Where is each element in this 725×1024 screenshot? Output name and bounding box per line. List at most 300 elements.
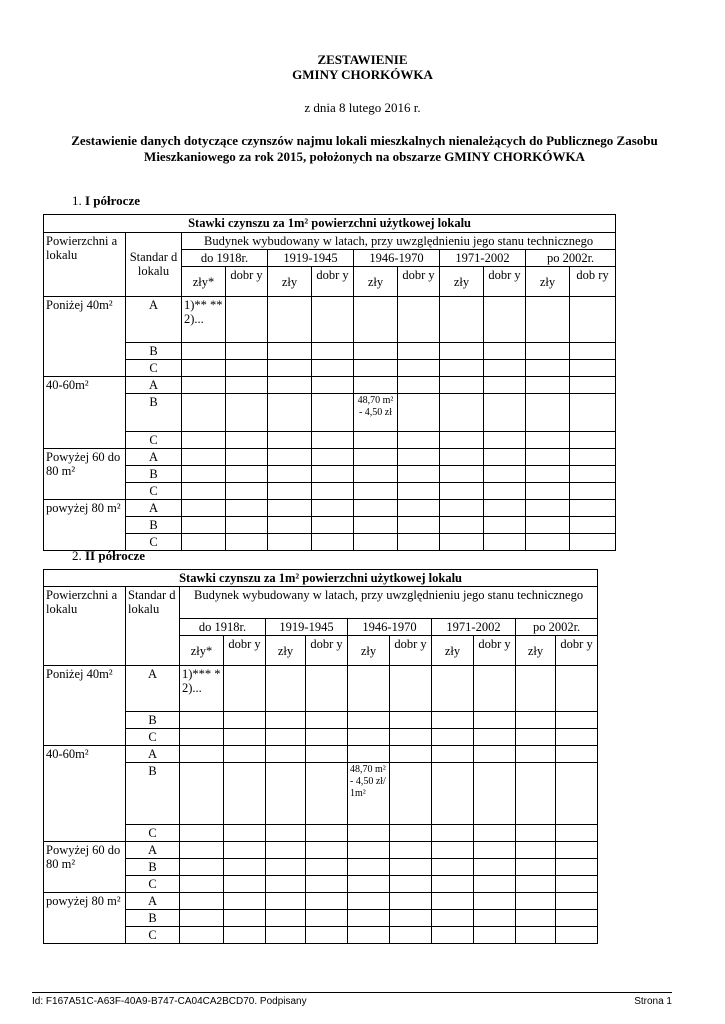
period-header: 1946-1970 (348, 619, 432, 636)
empty-cell (226, 360, 268, 377)
standard-label: A (126, 893, 180, 910)
empty-cell (224, 763, 266, 825)
empty-cell (474, 927, 516, 944)
empty-cell (182, 483, 226, 500)
empty-cell (266, 927, 306, 944)
empty-cell (432, 666, 474, 712)
empty-cell (266, 910, 306, 927)
empty-cell (556, 729, 598, 746)
area-label: powyżej 80 m² (44, 893, 126, 944)
section-2-heading (72, 548, 145, 564)
empty-cell (182, 343, 226, 360)
empty-cell (474, 842, 516, 859)
empty-cell (354, 343, 398, 360)
empty-cell (180, 859, 224, 876)
condition-header: dobr y (224, 636, 266, 666)
empty-cell (226, 297, 268, 343)
empty-cell (556, 893, 598, 910)
empty-cell (180, 876, 224, 893)
empty-cell (432, 893, 474, 910)
empty-cell (348, 927, 390, 944)
standard-label: A (126, 377, 182, 394)
empty-cell (390, 666, 432, 712)
empty-cell (570, 297, 616, 343)
empty-cell (180, 712, 224, 729)
rent-table-h1 (43, 214, 616, 551)
empty-cell (398, 343, 440, 360)
empty-cell (526, 500, 570, 517)
standard-label: B (126, 763, 180, 825)
empty-cell (484, 449, 526, 466)
empty-cell (398, 483, 440, 500)
empty-cell (440, 394, 484, 432)
empty-cell (516, 763, 556, 825)
condition-header: dobr y (484, 267, 526, 297)
empty-cell (432, 927, 474, 944)
empty-cell (484, 517, 526, 534)
empty-cell (306, 927, 348, 944)
empty-cell (348, 746, 390, 763)
standard-label: A (126, 746, 180, 763)
empty-cell (526, 297, 570, 343)
empty-cell (226, 500, 268, 517)
empty-cell (306, 842, 348, 859)
empty-cell (312, 500, 354, 517)
empty-cell (474, 763, 516, 825)
rent-value-cell: 48,70 m² - 4,50 zł/ 1m² (348, 763, 390, 825)
empty-cell (474, 910, 516, 927)
empty-cell (226, 483, 268, 500)
standard-label: A (126, 297, 182, 343)
empty-cell (348, 842, 390, 859)
empty-cell (516, 666, 556, 712)
empty-cell (432, 825, 474, 842)
standard-label: C (126, 360, 182, 377)
condition-header: dobr y (398, 267, 440, 297)
empty-cell (484, 394, 526, 432)
empty-cell (570, 483, 616, 500)
period-header: 1919-1945 (268, 250, 354, 267)
standard-label: C (126, 876, 180, 893)
empty-cell (516, 876, 556, 893)
empty-cell (440, 432, 484, 449)
empty-cell (432, 842, 474, 859)
empty-cell (484, 534, 526, 551)
empty-cell (440, 534, 484, 551)
standard-label: B (126, 343, 182, 360)
col-standard-header: Standar d lokalu (126, 587, 180, 666)
empty-cell (348, 712, 390, 729)
area-label: 40-60m² (44, 377, 126, 449)
empty-cell (484, 466, 526, 483)
empty-cell (570, 377, 616, 394)
standard-label: C (126, 432, 182, 449)
empty-cell (266, 893, 306, 910)
empty-cell (224, 859, 266, 876)
empty-cell (354, 500, 398, 517)
empty-cell (516, 825, 556, 842)
empty-cell (266, 859, 306, 876)
empty-cell (570, 466, 616, 483)
empty-cell (526, 432, 570, 449)
empty-cell (312, 394, 354, 432)
empty-cell (226, 466, 268, 483)
standard-label: B (126, 394, 182, 432)
empty-cell (440, 483, 484, 500)
empty-cell (224, 927, 266, 944)
empty-cell (306, 666, 348, 712)
empty-cell (268, 297, 312, 343)
empty-cell (484, 360, 526, 377)
condition-header: zły (516, 636, 556, 666)
condition-header: dobr y (390, 636, 432, 666)
empty-cell (312, 449, 354, 466)
empty-cell (268, 483, 312, 500)
empty-cell (180, 927, 224, 944)
empty-cell (312, 466, 354, 483)
empty-cell (484, 500, 526, 517)
empty-cell (268, 377, 312, 394)
section-1-number: 1. (72, 193, 82, 208)
period-header: 1971-2002 (432, 619, 516, 636)
section-1-heading (72, 193, 140, 209)
empty-cell (390, 876, 432, 893)
empty-cell (432, 746, 474, 763)
empty-cell (398, 534, 440, 551)
standard-label: C (126, 729, 180, 746)
empty-cell (474, 712, 516, 729)
empty-cell (526, 449, 570, 466)
empty-cell (306, 712, 348, 729)
standard-label: A (126, 500, 182, 517)
empty-cell (516, 712, 556, 729)
empty-cell (224, 666, 266, 712)
empty-cell (266, 729, 306, 746)
area-label: Powyżej 60 do 80 m² (44, 449, 126, 500)
empty-cell (526, 343, 570, 360)
standard-label: B (126, 859, 180, 876)
empty-cell (180, 893, 224, 910)
empty-cell (180, 825, 224, 842)
standard-label: A (126, 666, 180, 712)
empty-cell (570, 394, 616, 432)
condition-header: zły (440, 267, 484, 297)
empty-cell (312, 297, 354, 343)
condition-header: dobr y (556, 636, 598, 666)
empty-cell (226, 534, 268, 551)
empty-cell (348, 893, 390, 910)
empty-cell (354, 297, 398, 343)
empty-cell (180, 746, 224, 763)
area-label: Poniżej 40m² (44, 297, 126, 377)
period-header: 1971-2002 (440, 250, 526, 267)
empty-cell (440, 377, 484, 394)
rent-table-h2 (43, 569, 598, 944)
empty-cell (312, 377, 354, 394)
empty-cell (266, 763, 306, 825)
empty-cell (556, 927, 598, 944)
empty-cell (432, 910, 474, 927)
empty-cell (348, 859, 390, 876)
section-2-number: 2. (72, 548, 82, 563)
empty-cell (354, 534, 398, 551)
empty-cell (180, 729, 224, 746)
empty-cell (266, 746, 306, 763)
empty-cell (432, 763, 474, 825)
empty-cell (516, 910, 556, 927)
empty-cell (432, 729, 474, 746)
empty-cell (348, 876, 390, 893)
empty-cell (348, 666, 390, 712)
empty-cell (432, 859, 474, 876)
condition-header: dobr y (474, 636, 516, 666)
rent-value-cell: 48,70 m² - 4,50 zł (354, 394, 398, 432)
empty-cell (570, 343, 616, 360)
condition-header: dobr y (226, 267, 268, 297)
page-footer (32, 992, 672, 1007)
empty-cell (484, 377, 526, 394)
empty-cell (226, 343, 268, 360)
empty-cell (570, 449, 616, 466)
standard-label: B (126, 712, 180, 729)
empty-cell (390, 859, 432, 876)
empty-cell (570, 517, 616, 534)
condition-header: dobr y (312, 267, 354, 297)
empty-cell (390, 729, 432, 746)
standard-label: B (126, 517, 182, 534)
empty-cell (306, 825, 348, 842)
period-header: po 2002r. (526, 250, 616, 267)
empty-cell (390, 842, 432, 859)
empty-cell (556, 842, 598, 859)
empty-cell (268, 500, 312, 517)
empty-cell (224, 910, 266, 927)
note-cell: 1)** ** 2)... (182, 297, 226, 343)
empty-cell (556, 876, 598, 893)
empty-cell (398, 449, 440, 466)
empty-cell (570, 500, 616, 517)
table-caption: Stawki czynszu za 1m² powierzchni użytkowej lokalu (44, 570, 598, 587)
empty-cell (354, 483, 398, 500)
area-label: Poniżej 40m² (44, 666, 126, 746)
empty-cell (312, 360, 354, 377)
note-cell: 1)*** * 2)... (180, 666, 224, 712)
empty-cell (312, 517, 354, 534)
empty-cell (474, 876, 516, 893)
condition-header: dobr y (306, 636, 348, 666)
standard-label: B (126, 466, 182, 483)
condition-header: zły (432, 636, 474, 666)
section-2-label: II półrocze (85, 548, 146, 563)
empty-cell (390, 712, 432, 729)
empty-cell (474, 825, 516, 842)
empty-cell (390, 910, 432, 927)
condition-header: zły (354, 267, 398, 297)
col-standard-header: Standar d lokalu (126, 233, 182, 297)
condition-header: zły (348, 636, 390, 666)
standard-label: C (126, 825, 180, 842)
empty-cell (390, 746, 432, 763)
empty-cell (312, 483, 354, 500)
standard-label: C (126, 483, 182, 500)
col-building-header: Budynek wybudowany w latach, przy uwzględnieniu jego stanu technicznego (180, 587, 598, 619)
condition-header: zły (266, 636, 306, 666)
empty-cell (516, 893, 556, 910)
empty-cell (226, 432, 268, 449)
empty-cell (484, 297, 526, 343)
empty-cell (440, 297, 484, 343)
empty-cell (570, 432, 616, 449)
empty-cell (440, 466, 484, 483)
empty-cell (526, 483, 570, 500)
empty-cell (312, 534, 354, 551)
empty-cell (266, 842, 306, 859)
empty-cell (180, 763, 224, 825)
standard-label: A (126, 449, 182, 466)
table-caption: Stawki czynszu za 1m² powierzchni użytkowej lokalu (44, 215, 616, 233)
empty-cell (440, 449, 484, 466)
empty-cell (556, 712, 598, 729)
empty-cell (556, 825, 598, 842)
empty-cell (268, 343, 312, 360)
period-header: 1946-1970 (354, 250, 440, 267)
empty-cell (224, 746, 266, 763)
empty-cell (390, 825, 432, 842)
empty-cell (398, 466, 440, 483)
empty-cell (268, 534, 312, 551)
empty-cell (268, 360, 312, 377)
empty-cell (182, 360, 226, 377)
empty-cell (526, 466, 570, 483)
empty-cell (390, 763, 432, 825)
empty-cell (266, 825, 306, 842)
empty-cell (182, 500, 226, 517)
empty-cell (354, 449, 398, 466)
empty-cell (556, 910, 598, 927)
empty-cell (474, 893, 516, 910)
empty-cell (224, 712, 266, 729)
empty-cell (226, 394, 268, 432)
empty-cell (224, 842, 266, 859)
empty-cell (348, 910, 390, 927)
empty-cell (348, 825, 390, 842)
empty-cell (398, 297, 440, 343)
empty-cell (432, 876, 474, 893)
empty-cell (182, 394, 226, 432)
empty-cell (440, 500, 484, 517)
area-label: Powyżej 60 do 80 m² (44, 842, 126, 893)
empty-cell (224, 876, 266, 893)
empty-cell (398, 394, 440, 432)
period-header: 1919-1945 (266, 619, 348, 636)
empty-cell (440, 360, 484, 377)
empty-cell (182, 432, 226, 449)
empty-cell (268, 466, 312, 483)
empty-cell (484, 483, 526, 500)
condition-header: zły (526, 267, 570, 297)
empty-cell (526, 360, 570, 377)
empty-cell (398, 377, 440, 394)
empty-cell (556, 859, 598, 876)
empty-cell (474, 746, 516, 763)
standard-label: A (126, 842, 180, 859)
empty-cell (484, 432, 526, 449)
empty-cell (182, 377, 226, 394)
empty-cell (516, 729, 556, 746)
empty-cell (474, 666, 516, 712)
empty-cell (182, 534, 226, 551)
empty-cell (224, 729, 266, 746)
empty-cell (224, 893, 266, 910)
empty-cell (526, 517, 570, 534)
empty-cell (398, 500, 440, 517)
area-label: powyżej 80 m² (44, 500, 126, 551)
empty-cell (268, 394, 312, 432)
period-header: do 1918r. (182, 250, 268, 267)
area-label: 40-60m² (44, 746, 126, 842)
empty-cell (306, 763, 348, 825)
empty-cell (224, 825, 266, 842)
empty-cell (182, 517, 226, 534)
empty-cell (398, 432, 440, 449)
col-area-header: Powierzchni a lokalu (44, 587, 126, 666)
empty-cell (390, 927, 432, 944)
empty-cell (570, 534, 616, 551)
empty-cell (354, 466, 398, 483)
document-title: ZESTAWIENIE (317, 52, 408, 67)
standard-label: C (126, 534, 182, 551)
empty-cell (390, 893, 432, 910)
empty-cell (306, 876, 348, 893)
empty-cell (556, 746, 598, 763)
condition-header: zły* (180, 636, 224, 666)
condition-header: zły (268, 267, 312, 297)
empty-cell (182, 449, 226, 466)
empty-cell (354, 432, 398, 449)
empty-cell (312, 343, 354, 360)
document-id: Id: F167A51C-A63F-40A9-B747-CA04CA2BCD70. Podpisany (32, 996, 307, 1007)
empty-cell (354, 360, 398, 377)
empty-cell (516, 927, 556, 944)
empty-cell (180, 842, 224, 859)
empty-cell (398, 360, 440, 377)
standard-label: B (126, 910, 180, 927)
intro-paragraph: Zestawienie danych dotyczące czynszów najmu lokali mieszkalnych nienależących do Publicznego Zasobu Mieszkaniowego za rok 2015, położonych na obszarze GMINY CHORKÓWKA (71, 133, 658, 164)
empty-cell (484, 343, 526, 360)
empty-cell (306, 729, 348, 746)
empty-cell (306, 746, 348, 763)
empty-cell (516, 746, 556, 763)
empty-cell (306, 910, 348, 927)
condition-header: dob ry (570, 267, 616, 297)
empty-cell (516, 859, 556, 876)
empty-cell (312, 432, 354, 449)
empty-cell (526, 394, 570, 432)
section-1-label: I półrocze (85, 193, 140, 208)
empty-cell (474, 859, 516, 876)
empty-cell (556, 666, 598, 712)
empty-cell (348, 729, 390, 746)
empty-cell (526, 534, 570, 551)
col-area-header: Powierzchni a lokalu (44, 233, 126, 297)
empty-cell (440, 517, 484, 534)
empty-cell (526, 377, 570, 394)
document-subtitle: GMINY CHORKÓWKA (292, 67, 433, 82)
empty-cell (556, 763, 598, 825)
empty-cell (266, 876, 306, 893)
empty-cell (440, 343, 484, 360)
empty-cell (354, 517, 398, 534)
